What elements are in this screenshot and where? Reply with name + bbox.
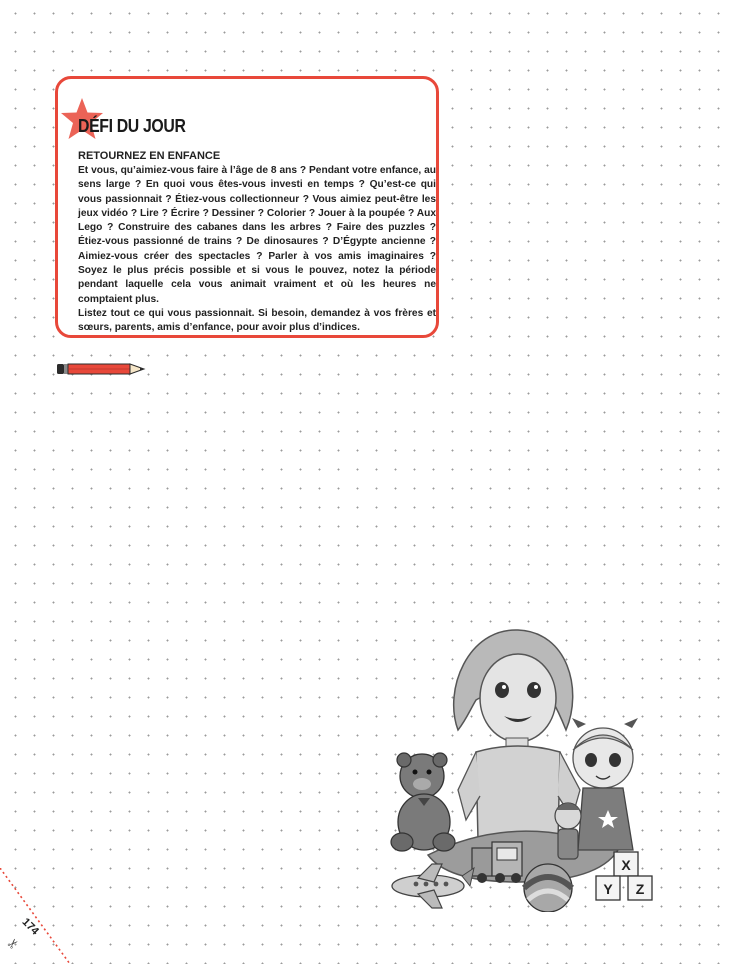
- challenge-title: DÉFI DU JOUR: [78, 116, 186, 136]
- teddy-bear: [391, 753, 455, 851]
- challenge-paragraph: Listez tout ce qui vous passionnait. Si besoin, demandez à vos frères et sœurs, parents, amis d’enfance, pour avoir plus d’indices.: [78, 307, 436, 334]
- scissors-icon: ✂: [3, 934, 23, 953]
- mother-face: [480, 654, 556, 742]
- challenge-body: [78, 149, 436, 336]
- doll: [555, 803, 581, 859]
- beach-ball: [524, 864, 572, 912]
- block-letter: Y: [603, 881, 613, 897]
- challenge-box: [55, 76, 439, 338]
- mother-top: [476, 746, 560, 840]
- challenge-paragraph: Et vous, qu’aimiez-vous faire à l’âge de 8 ans ? Pendant votre enfance, au sens large ? En quoi vous êtes-vous investi en temps ? Qu’est-ce qui vous passionnait ? Étiez-vous collectionneur ? Vous aimiez peut-être les jeux vidéo ? Lire ? Écrire ? Dessiner ? Colorier ? Jouer à la poupée ? Aux Lego ? Construire des cabanes dans les arbres ? Faire des puzzles ? Étiez-vous passionné de trains ? De dinosaures ? D’Égypte ancienne ? Aimiez-vous créer des spectacles ? Parler à vos amis imaginaires ? Soyez le plus précis possible et si vous le pouvez, notez la période pendant laquelle cela vous animait vraiment et où les heures ne comptaient plus.: [78, 165, 436, 305]
- pencil-icon: [56, 362, 148, 376]
- little-girl: [572, 718, 638, 850]
- mother-child-toys-illustration: [388, 620, 663, 912]
- block-letter: X: [621, 857, 631, 873]
- block-letter: Z: [635, 881, 645, 897]
- toy-train: [472, 842, 522, 883]
- page-number: 174: [19, 916, 41, 938]
- challenge-subtitle: RETOURNEZ EN ENFANCE: [78, 150, 221, 162]
